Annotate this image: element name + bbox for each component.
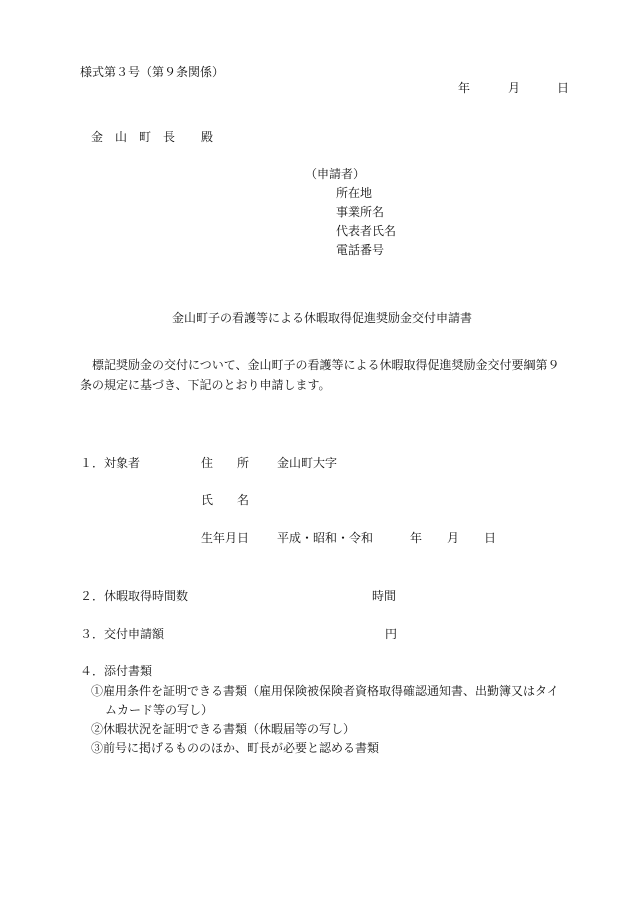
form-number: 様式第３号（第９条関係）: [80, 65, 225, 79]
subject-birth-era: 平成・昭和・令和: [277, 531, 374, 545]
item-subject-label: １．対象者: [80, 456, 141, 470]
header-month: 月: [508, 81, 521, 95]
header-day: 日: [557, 81, 570, 95]
item-hours-label: ２．休暇取得時間数: [80, 589, 189, 603]
subject-birth-month: 月: [447, 531, 460, 545]
item-amount-label: ３．交付申請額: [80, 627, 165, 641]
applicant-address-label: 所在地: [336, 186, 373, 200]
intro-line-2: 条の規定に基づき、下記のとおり申請します。: [80, 378, 331, 392]
document-title: 金山町子の看護等による休暇取得促進奨励金交付申請書: [172, 311, 473, 325]
header-year: 年: [458, 81, 471, 95]
attachment-item-3: ③前号に掲げるもののほか、町長が必要と認める書類: [91, 741, 380, 755]
addressee-honorific: 殿: [201, 130, 214, 144]
item-attachments-label: ４．添付書類: [80, 664, 153, 678]
attachment-item-2: ②休暇状況を証明できる書類（休暇届等の写し）: [91, 722, 356, 736]
subject-address-value: 金山町大字: [277, 456, 338, 470]
intro-line-1: 標記奨励金の交付について、金山町子の看護等による休暇取得促進奨励金交付要綱第９: [92, 358, 560, 372]
subject-name-label: 氏 名: [201, 493, 250, 507]
applicant-representative-label: 代表者氏名: [336, 224, 397, 238]
applicant-label: （申請者）: [305, 167, 366, 181]
subject-birth-year: 年: [410, 531, 423, 545]
addressee-mayor: 金 山 町 長: [91, 130, 176, 144]
hours-unit: 時間: [372, 589, 397, 603]
attachment-item-1-cont: ムカード等の写し）: [105, 703, 214, 717]
subject-address-label: 住 所: [201, 456, 250, 470]
attachment-item-1: ①雇用条件を証明できる書類（雇用保険被保険者資格取得確認通知書、出勤簿又はタイ: [91, 684, 559, 698]
applicant-phone-label: 電話番号: [336, 243, 385, 257]
amount-unit: 円: [385, 627, 398, 641]
applicant-business-label: 事業所名: [336, 205, 385, 219]
subject-birth-day: 日: [484, 531, 497, 545]
subject-birth-label: 生年月日: [201, 531, 250, 545]
